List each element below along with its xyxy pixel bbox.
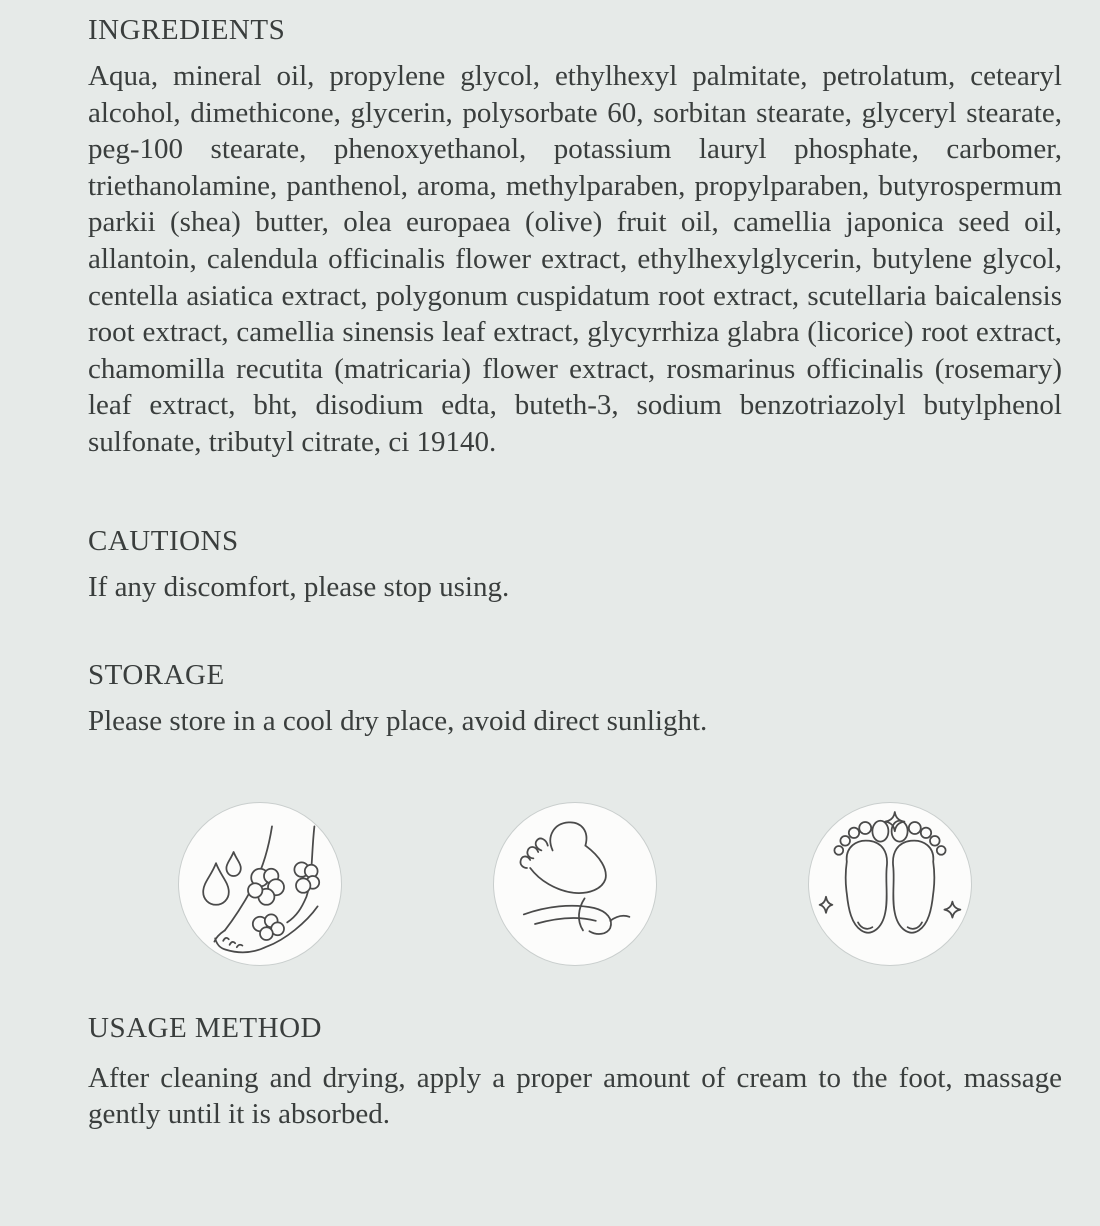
storage-heading: STORAGE xyxy=(88,659,225,692)
wash-foot-icon xyxy=(180,804,340,964)
ingredients-text: Aqua, mineral oil, propylene glycol, ethylhexyl palmitate, petrolatum, cetearyl alcohol, dimethicone, glycerin, polysorbate 60, sorbitan stearate, glyceryl stearate, peg-100 stearate, phenoxyethanol, potassium lauryl phosphate, carbomer, triethanolamine, panthenol, aroma, methylparaben, propylparaben, butyrospermum parkii (shea) butter, olea europaea (olive) fruit oil, camellia japonica seed oil, allantoin, calendula officinalis flower extract, ethylhexylglycerin, butylene glycol, centella asiatica extract, polygonum cuspidatum root extract, scutellaria baicalensis root extract, camellia sinensis leaf extract, glycyrrhiza glabra (licorice) root extract, chamomilla recutita (matricaria) flower extract, rosmarinus officinalis (rosemary) leaf extract, bht, disodium edta, buteth-3, sodium benzotriazolyl butylphenol sulfonate, tributyl citrate, ci 19140. xyxy=(88,60,1062,458)
cautions-heading: CAUTIONS xyxy=(88,524,239,557)
wash-foot-icon-circle xyxy=(178,802,342,966)
clean-feet-icon-circle xyxy=(808,802,972,966)
apply-cream-icon-circle xyxy=(493,802,657,966)
storage-text: Please store in a cool dry place, avoid direct sunlight. xyxy=(88,705,708,738)
usage-method-heading: USAGE METHOD xyxy=(88,1011,322,1044)
usage-method-text: After cleaning and drying, apply a proper amount of cream to the foot, massage gently until it is absorbed. xyxy=(88,1061,1062,1131)
ingredients-heading: INGREDIENTS xyxy=(88,14,286,46)
clean-feet-icon xyxy=(810,804,970,964)
cautions-text: If any discomfort, please stop using. xyxy=(88,570,510,603)
apply-cream-icon xyxy=(495,804,655,964)
usage-steps-icon-row xyxy=(88,802,1062,966)
